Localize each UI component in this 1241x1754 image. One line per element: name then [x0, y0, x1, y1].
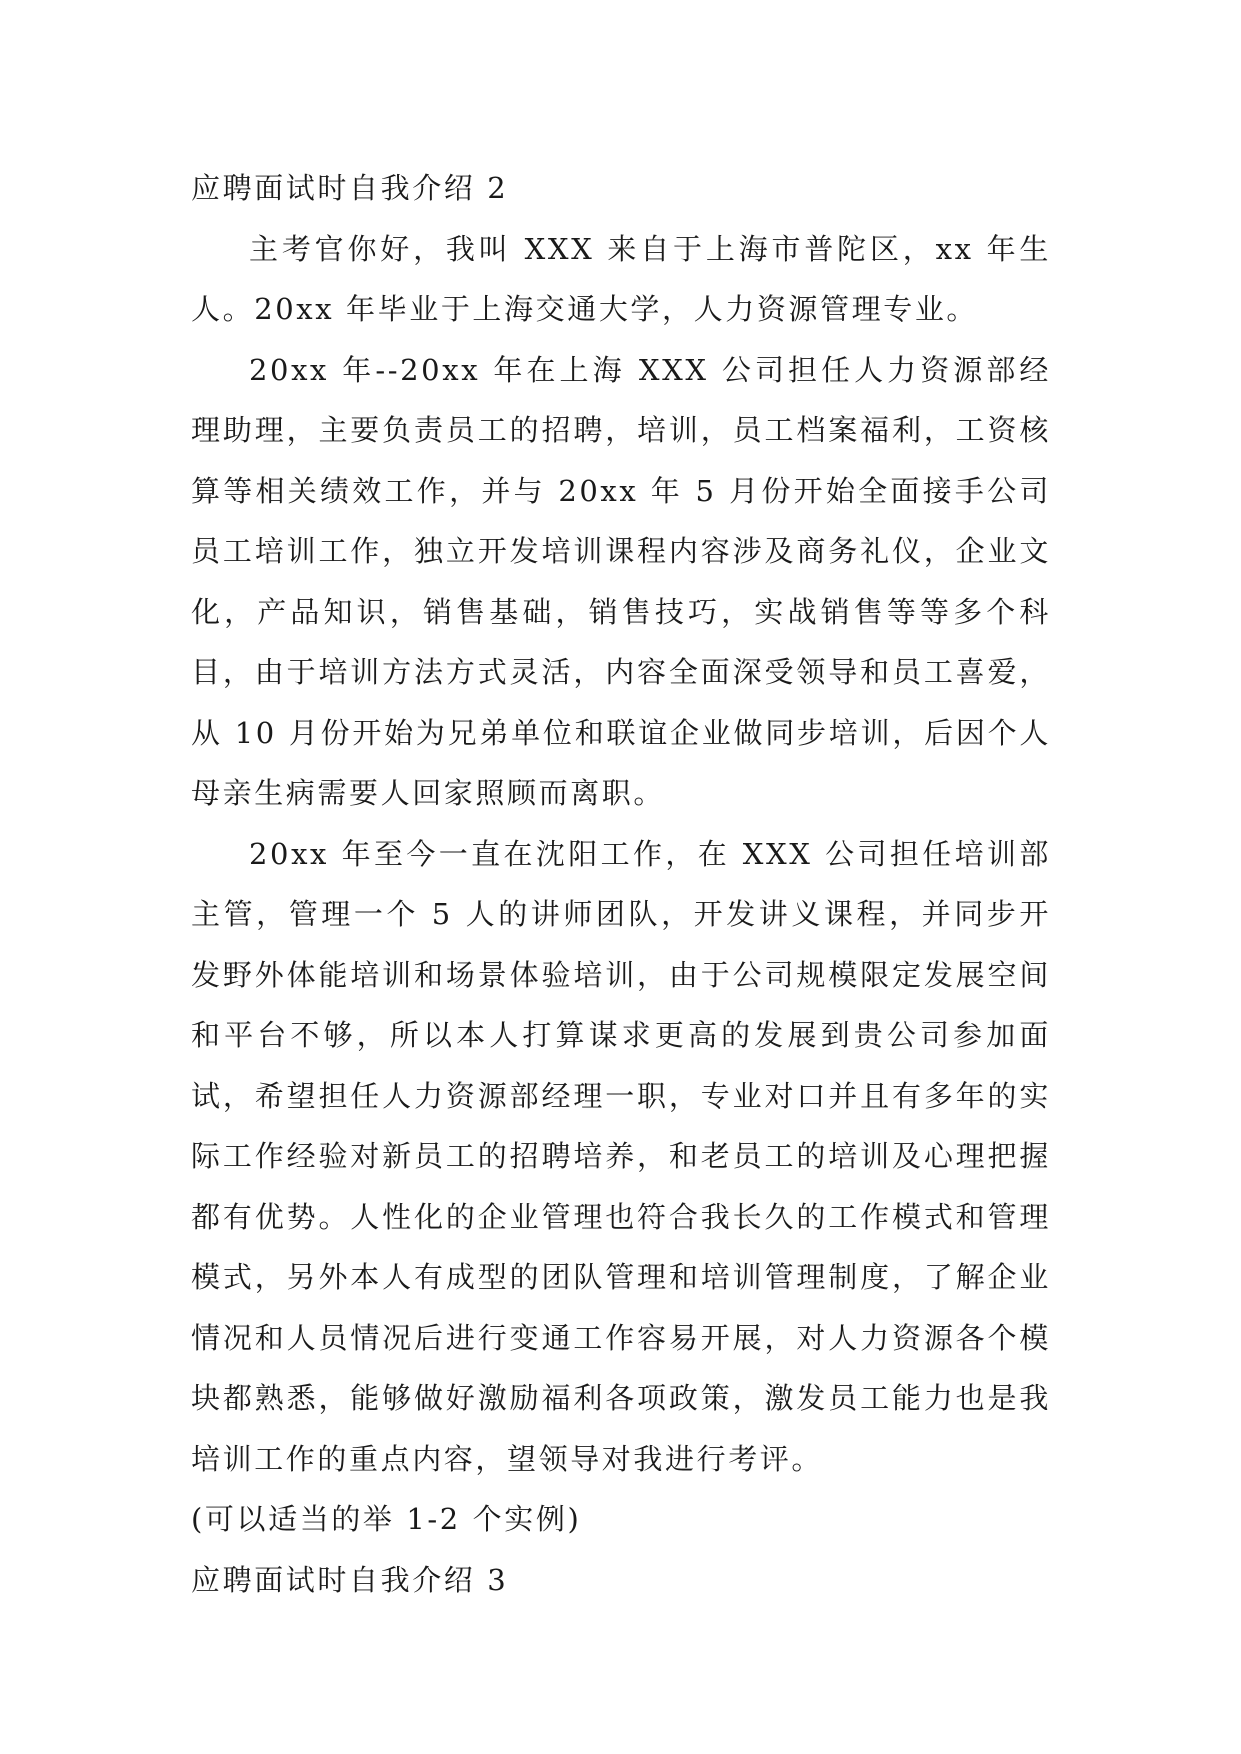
section-heading-3: 应聘面试时自我介绍 3 [191, 1562, 509, 1597]
paragraph-intro: 主考官你好，我叫 XXX 来自于上海市普陀区，xx 年生人。20xx 年毕业于上海交通大学，人力资源管理专业。 [191, 231, 1051, 326]
paragraph-experience-1: 20xx 年--20xx 年在上海 XXX 公司担任人力资源部经理助理，主要负责员工的招聘，培训，员工档案福利，工资核算等相关绩效工作，并与 20xx 年 5 月份开始全面接手公司员工培训工作，独立开发培训课程内容涉及商务礼仪，企业文化，产品知识，销售基础，销售技巧，实战销售等等多个科目，由于培训方法方式灵活，内容全面深受领导和员工喜爱，从 10 月份开始为兄弟单位和联谊企业做同步培训，后因个人母亲生病需要人回家照顾而离职。 [191, 352, 1051, 810]
paragraph-note: (可以适当的举 1-2 个实例) [191, 1502, 582, 1536]
paragraph-experience-2: 20xx 年至今一直在沈阳工作，在 XXX 公司担任培训部主管，管理一个 5 人的讲师团队，开发讲义课程，并同步开发野外体能培训和场景体验培训，由于公司规模限定发展空间和平台不够，所以本人打算谋求更高的发展到贵公司参加面试，希望担任人力资源部经理一职，专业对口并且有多年的实际工作经验对新员工的招聘培养，和老员工的培训及心理把握都有优势。人性化的企业管理也符合我长久的工作模式和管理模式，另外本人有成型的团队管理和培训管理制度，了解企业情况和人员情况后进行变通工作容易开展，对人力资源各个模块都熟悉，能够做好激励福利各项政策，激发员工能力也是我培训工作的重点内容，望领导对我进行考评。 [191, 836, 1051, 1476]
document-body [191, 158, 1051, 1610]
section-heading-2: 应聘面试时自我介绍 2 [191, 171, 509, 205]
